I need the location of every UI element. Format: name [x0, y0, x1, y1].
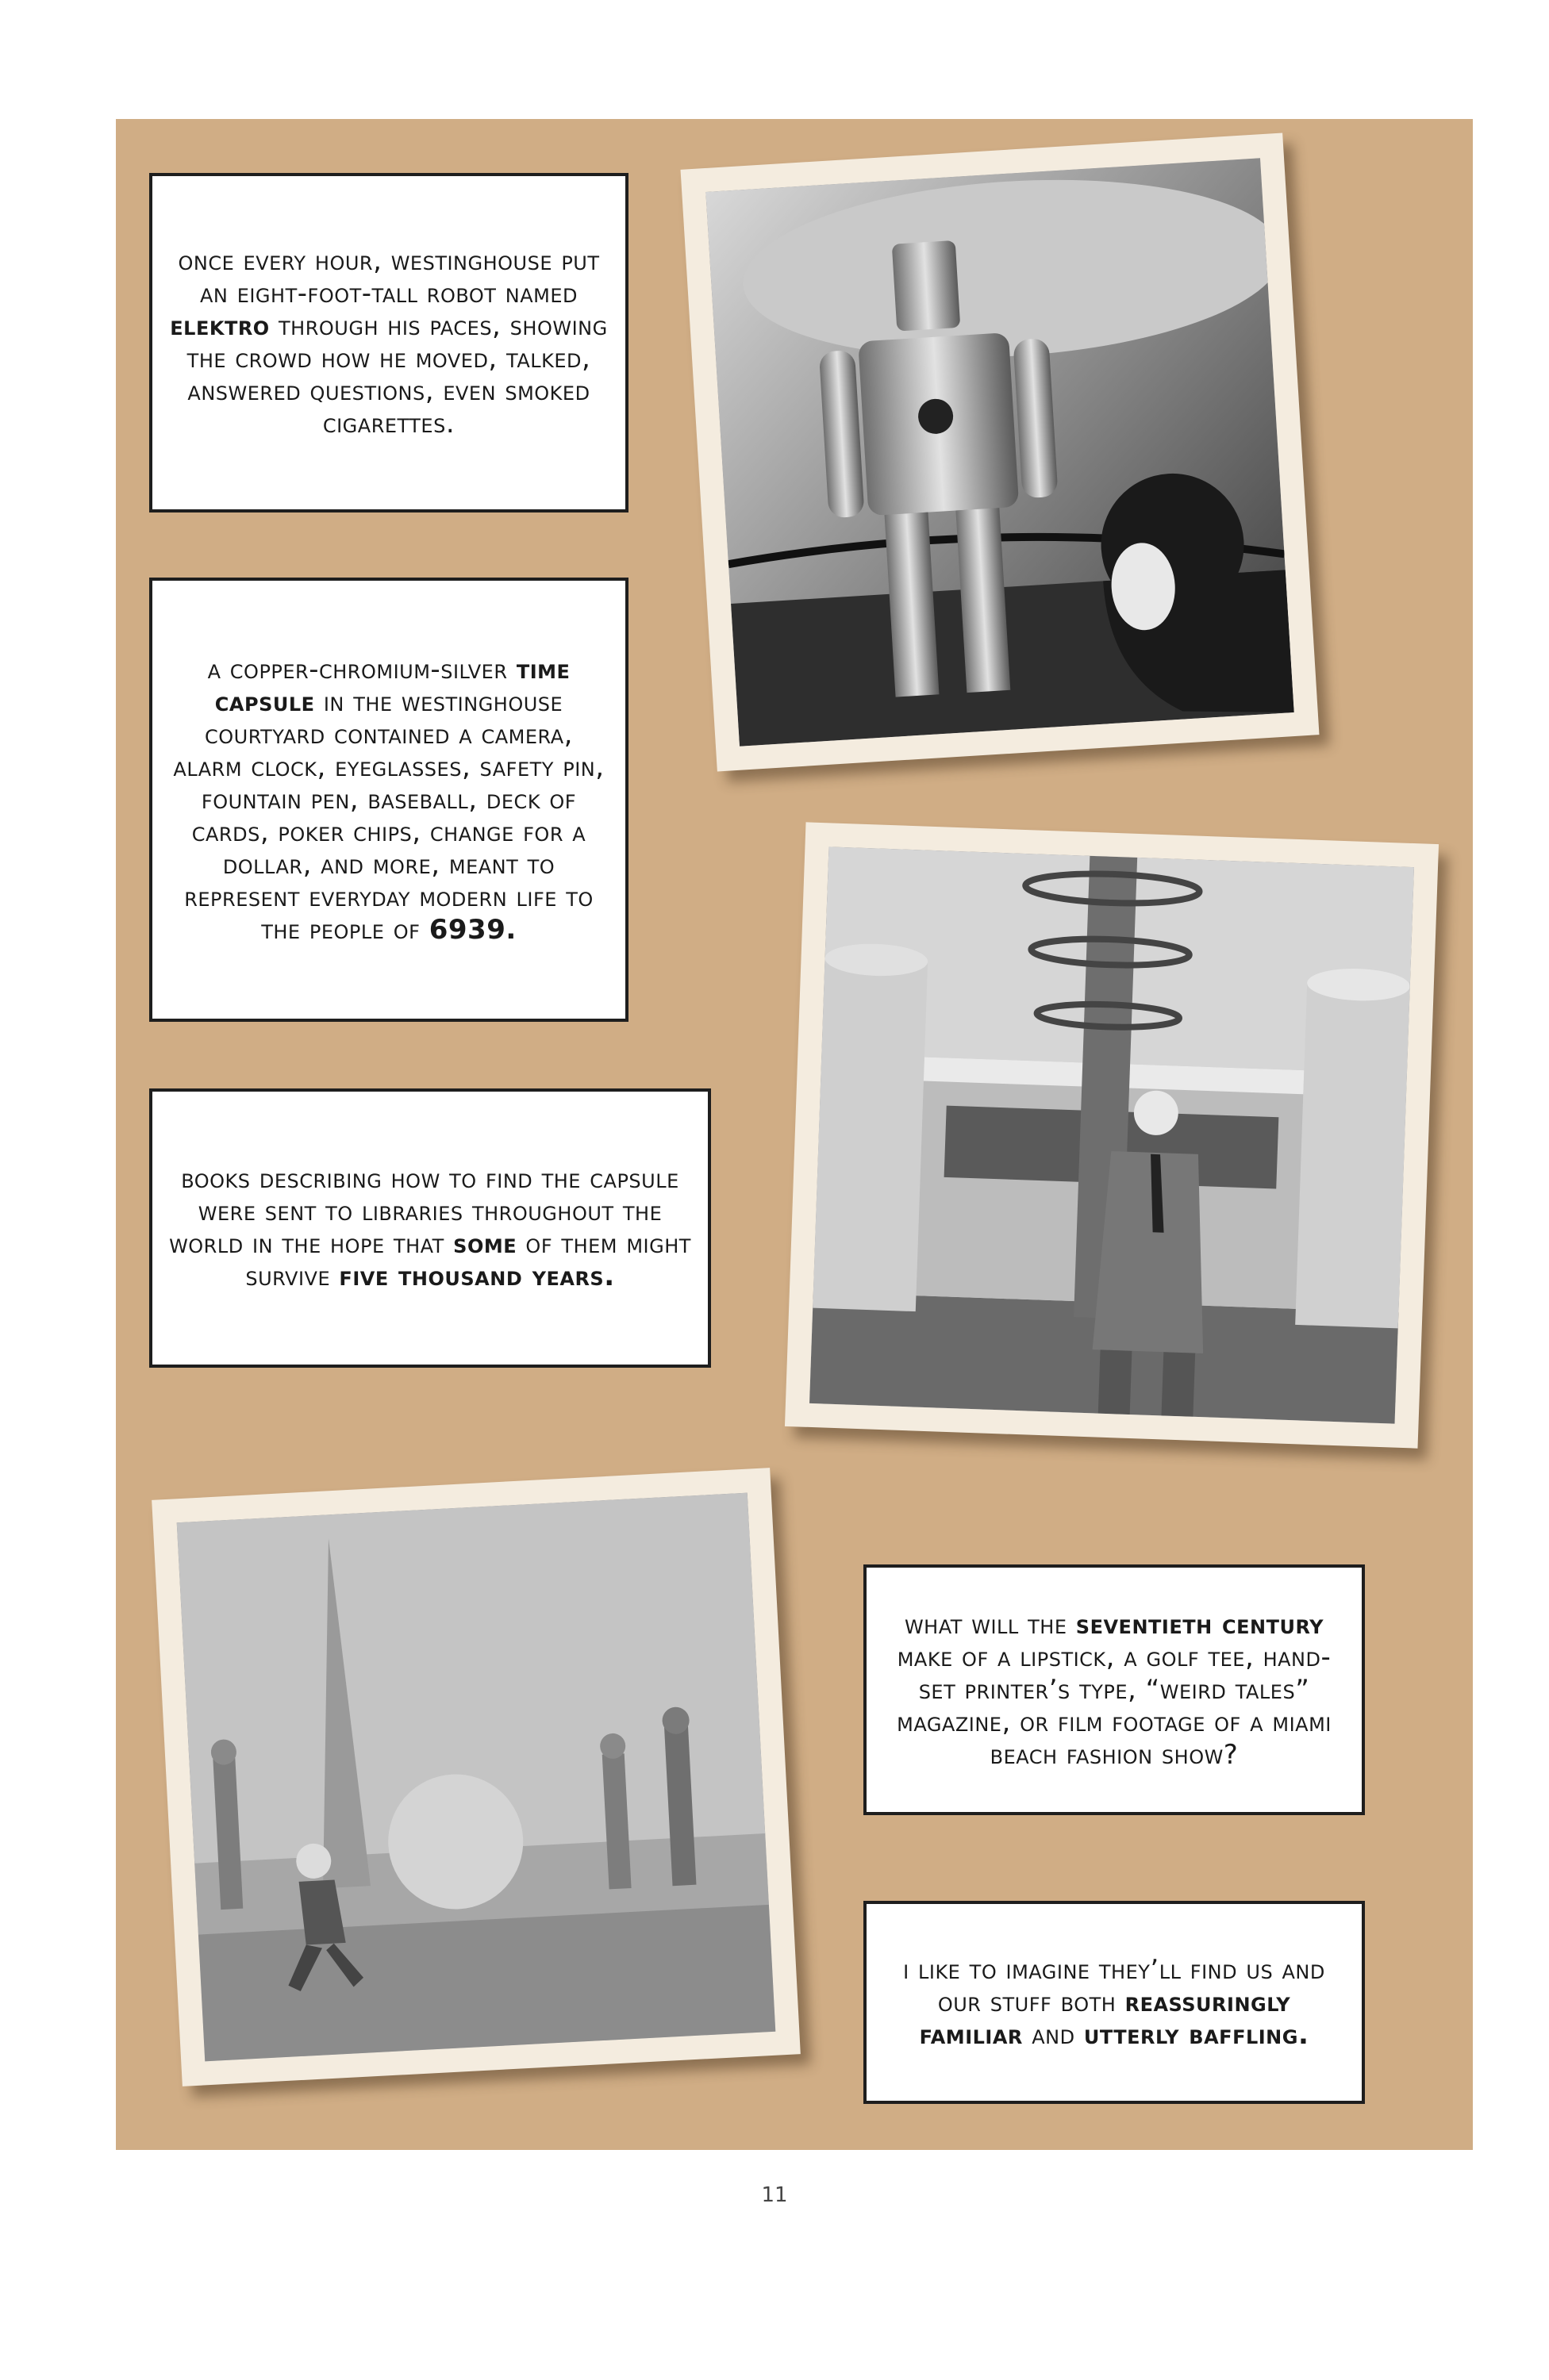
photo-trylon-perisphere — [152, 1468, 801, 2086]
caption-text: i like to imagine they’ll find us and our stuff both reassuringly familiar and utterly baffling. — [903, 1953, 1325, 2051]
photo-image — [177, 1493, 776, 2062]
caption-seventieth-century — [863, 1564, 1365, 1815]
caption-text: books describing how to find the capsule were sent to libraries throughout the world in the hope that some of them might survive five thousand years. — [169, 1163, 691, 1292]
caption-text: what will the seventieth century make of a lipstick, a golf tee, hand-set printer’s type, “weird tales” magazine, or film footage of a miami beach fashion show? — [897, 1608, 1332, 1771]
caption-text: once every hour, westinghouse put an eight-foot-tall robot named elektro through his paces, showing the crowd how he moved, talked, answered questions, even smoked cigarettes. — [170, 245, 608, 440]
caption-time-capsule — [149, 578, 628, 1022]
photo-elektro-robot — [681, 133, 1320, 772]
photo-image — [809, 846, 1414, 1423]
page-number: 11 — [761, 2183, 788, 2207]
photo-westinghouse-building — [785, 822, 1439, 1448]
caption-imagine — [863, 1901, 1365, 2104]
caption-books — [149, 1088, 711, 1368]
caption-text: a copper-chromium-silver time capsule in the westinghouse courtyard contained a camera, alarm clock, eyeglasses, safety pin, fountain pen, baseball, deck of cards, poker chips, change for a dollar, and more, meant to represent everyday modern life to the people of 6939. — [173, 653, 605, 946]
caption-elektro — [149, 173, 628, 512]
photo-image — [705, 158, 1293, 746]
